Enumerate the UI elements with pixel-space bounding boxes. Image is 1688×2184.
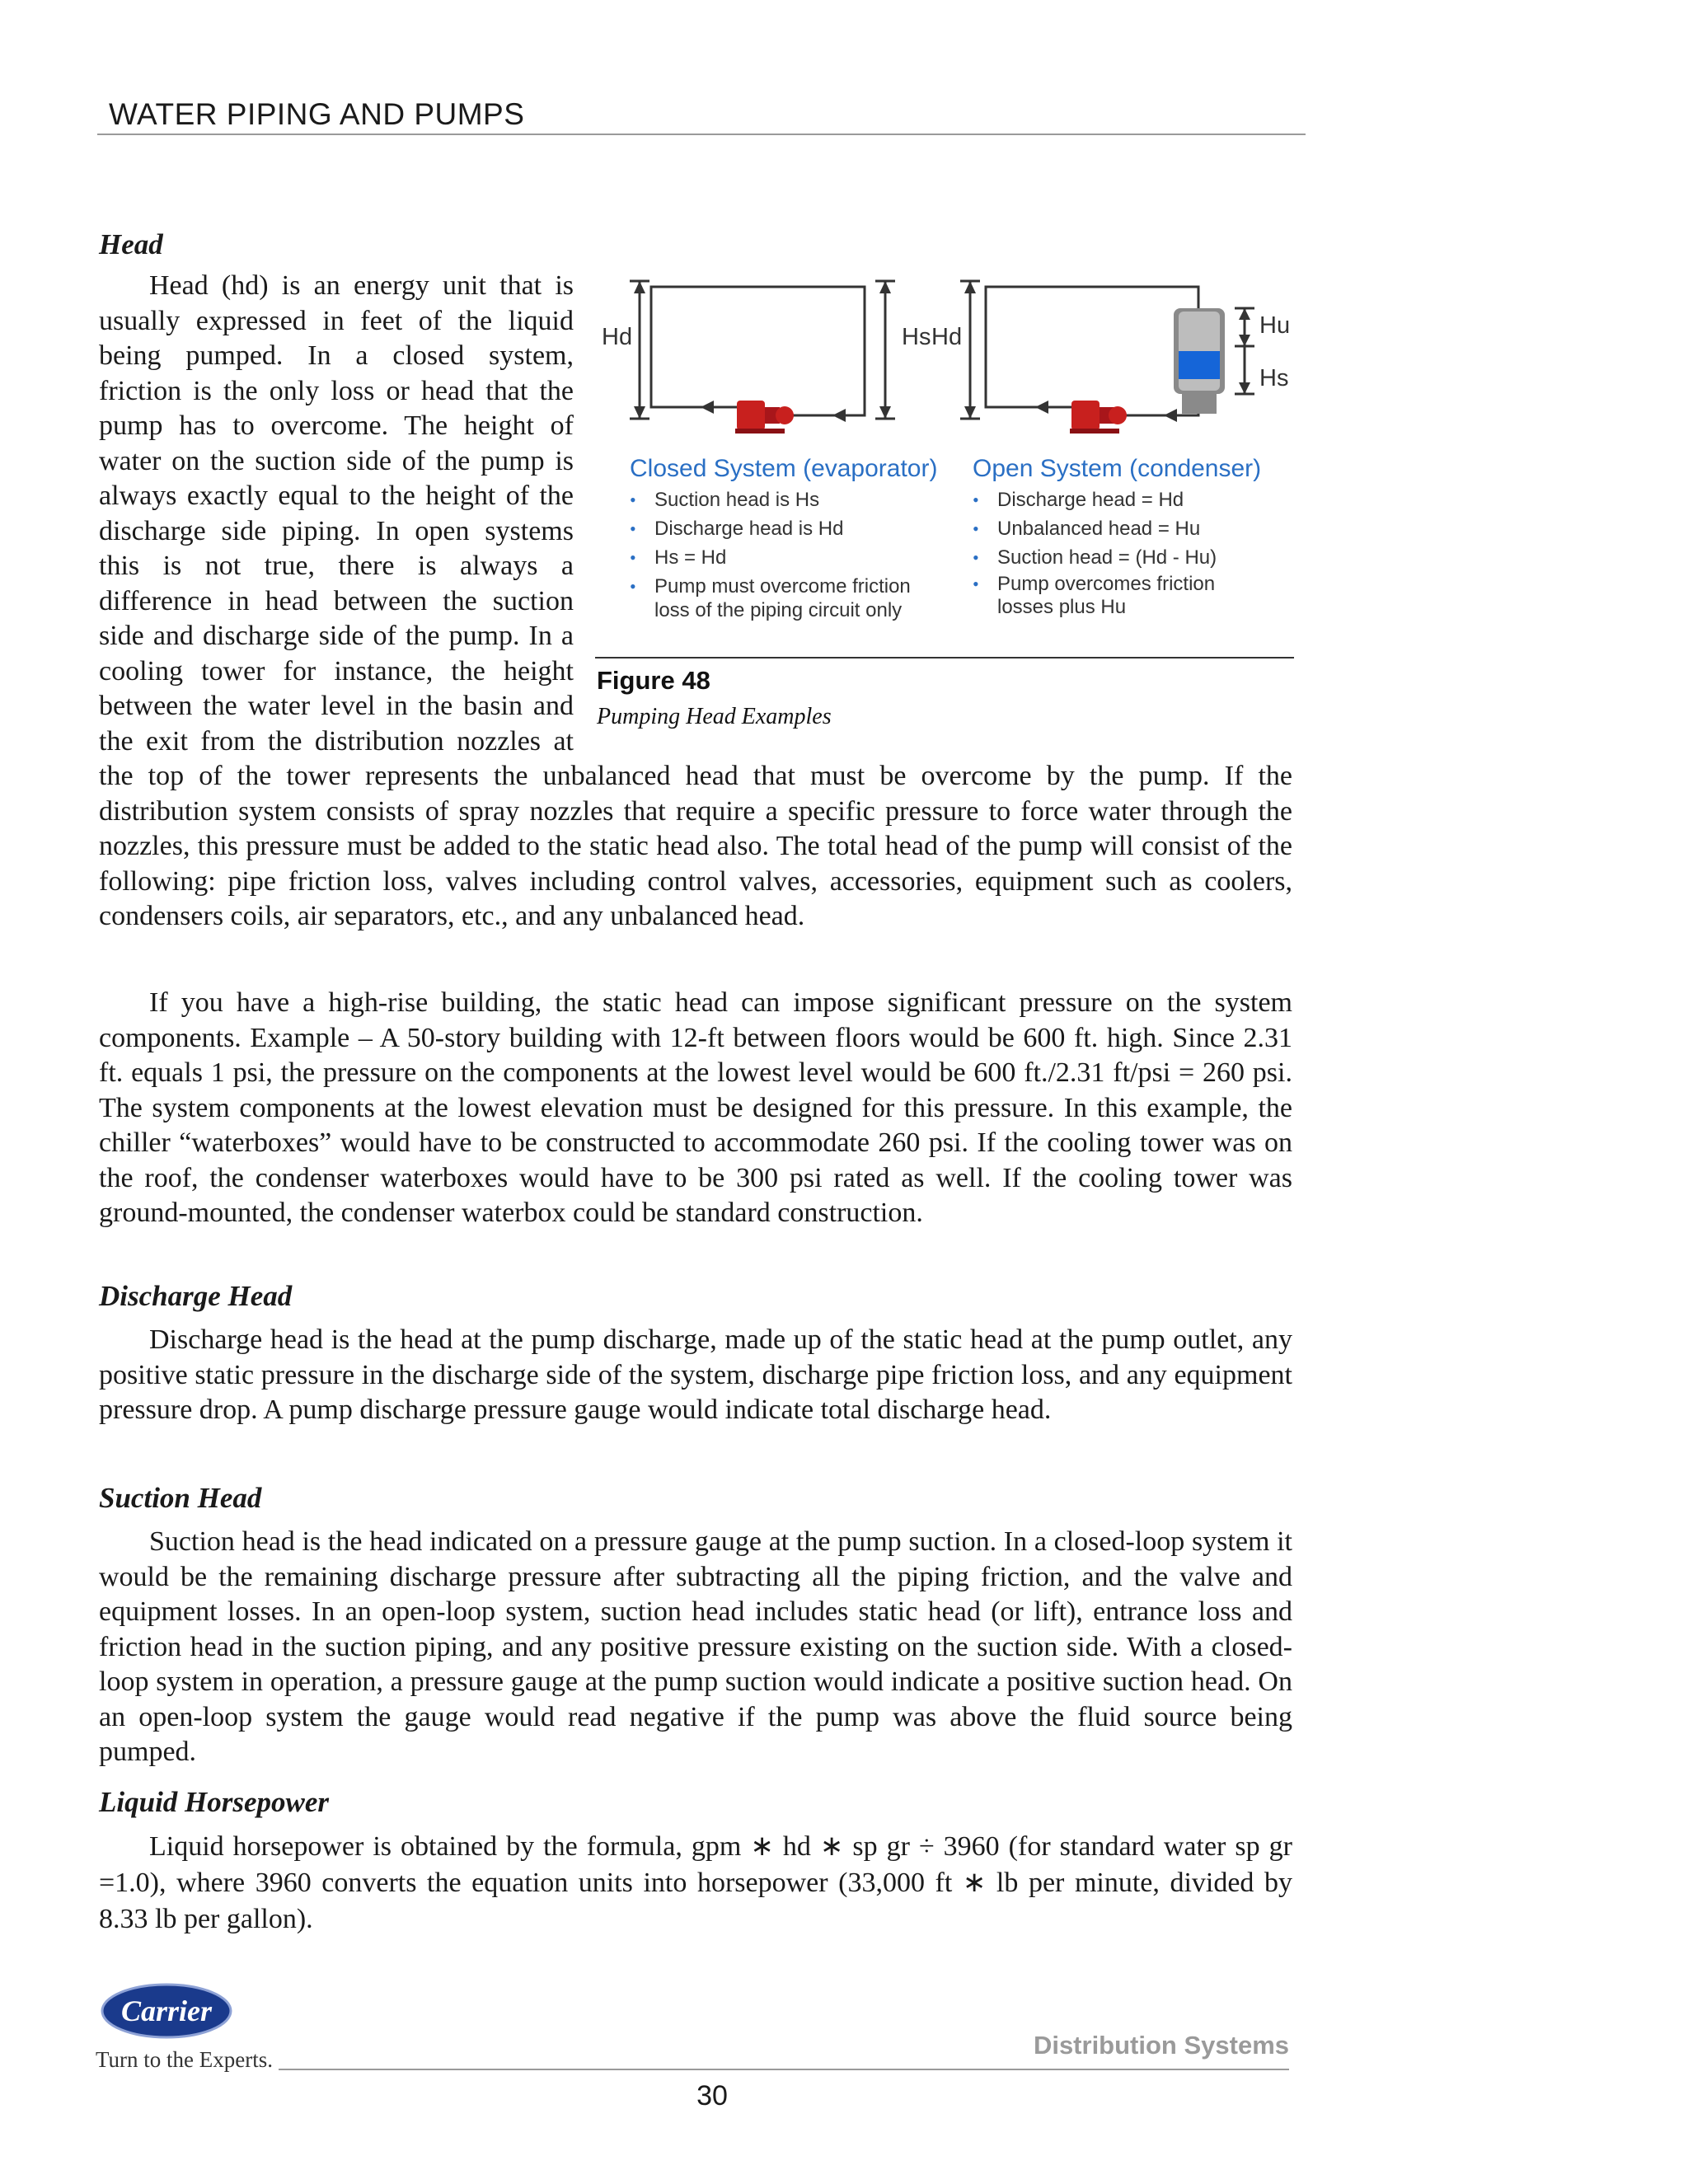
open-hs-label: Hs [1259, 365, 1289, 391]
closed-bullet-4-cont: loss of the piping circuit only [654, 599, 903, 621]
closed-system-title: Closed System (evaporator) [630, 455, 938, 482]
svg-text:•: • [630, 490, 636, 510]
liquid-horsepower-paragraph: Liquid horsepower is obtained by the formula, gpm ∗ hd ∗ sp gr ÷ 3960 (for standard water sp gr =1.0), where 3960 converts the equation units into horsepower (33,000 ft ∗ lb per minute, divided by 8.33 lb per gallon). [99, 1831, 1292, 1934]
open-system-diagram [931, 281, 1290, 618]
closed-pump-icon [735, 401, 794, 434]
closed-bullet-1: Suction head is Hs [654, 489, 820, 511]
open-pump-icon [1070, 401, 1127, 434]
logo-wordmark: Carrier [120, 1994, 213, 2027]
svg-text:•: • [630, 576, 636, 597]
running-header: WATER PIPING AND PUMPS [97, 97, 1306, 135]
closed-system-diagram [602, 281, 937, 621]
section-title-head: Head [99, 228, 163, 260]
closed-bullet-3: Hs = Hd [654, 546, 727, 569]
closed-hs-label: Hs [902, 324, 931, 350]
open-system-title: Open System (condenser) [973, 455, 1262, 482]
open-bullet-4: Pump overcomes friction [997, 573, 1216, 595]
open-hd-label: Hd [931, 324, 963, 350]
closed-bullet-2: Discharge head is Hd [654, 518, 844, 540]
open-bullet-3: Suction head = (Hd - Hu) [997, 546, 1217, 569]
figure-number: Figure 48 [597, 666, 710, 695]
open-bullet-2: Unbalanced head = Hu [997, 518, 1201, 540]
head-paragraph-2: If you have a high-rise building, the static head can impose significant pressure on the system components. Example – A 50-story building with 12-ft between floors would be 600 ft. high. Since 2.31 ft. equals 1 psi, the pressure on the components at the lowest level would be 600 ft./2.31 ft/psi = 260 psi. The system components at the lowest elevation must be designed for this pressure. In this example, the chiller “waterboxes” would have to be constructed to accommodate 260 psi. If the cooling tower was on the roof, the condenser waterboxes would have to be 300 psi rated as well. If the cooling tower was ground-mounted, the condenser waterbox could be standard construction. [99, 987, 1292, 1228]
section-title-discharge-head: Discharge Head [99, 1280, 293, 1312]
svg-text:•: • [973, 518, 979, 539]
footer-rule [279, 2069, 1289, 2070]
svg-text:•: • [630, 547, 636, 568]
section-title-suction-head: Suction Head [99, 1482, 262, 1514]
svg-text:•: • [973, 490, 979, 510]
head-section-body [99, 269, 1292, 935]
svg-text:•: • [630, 518, 636, 539]
svg-text:•: • [973, 547, 979, 568]
closed-hd-label: Hd [602, 324, 633, 350]
figure-48 [595, 269, 1294, 753]
pumping-head-diagram [595, 269, 1294, 753]
open-hu-label: Hu [1259, 312, 1291, 339]
suction-head-paragraph: Suction head is the head indicated on a pressure gauge at the pump suction. In a closed-loop system it would be the remaining discharge pressure after subtracting all the piping friction, and the valve and equipment losses. In an open-loop system, suction head includes static head (or lift), entrance loss and friction head in the suction piping, and any positive pressure existing on the suction side. With a closed-loop system in operation, a pressure gauge at the pump suction would indicate a positive suction head. On an open-loop system the gauge would read negative if the pump was above the fluid source being pumped. [99, 1526, 1292, 1767]
logo-tagline: Turn to the Experts. [96, 2047, 273, 2072]
svg-text:•: • [973, 574, 979, 594]
open-bullet-1: Discharge head = Hd [997, 489, 1184, 511]
closed-bullet-4: Pump must overcome friction [654, 575, 911, 598]
footer-section-title: Distribution Systems [1033, 2031, 1289, 2060]
section-title-liquid-horsepower: Liquid Horsepower [99, 1786, 330, 1818]
discharge-head-paragraph: Discharge head is the head at the pump discharge, made up of the static head at the pump outlet, any positive static pressure in the discharge side of the system, discharge pipe friction loss, and any equipment pressure drop. A pump discharge pressure gauge would indicate total discharge head. [99, 1324, 1292, 1425]
page-number: 30 [696, 2080, 728, 2111]
open-tank-icon [1174, 308, 1225, 414]
open-bullet-4-cont: losses plus Hu [997, 596, 1127, 618]
figure-caption: Pumping Head Examples [597, 704, 832, 729]
head-paragraph-1: Head (hd) is an energy unit that is usually expressed in feet of the liquid being pumped. In a closed system, friction is the only loss or head that the pump has to overcome. The height of water on the suction side of the pump is always exactly equal to the height of the discharge side piping. In open systems this is not true, there is always a difference in head between the suction side and discharge side of the pump. In a cooling tower for instance, the height between the water level in the basin and the exit from the distribution nozzles at the top of the tower represents the unbalanced head that must be overcome by the pump. If the distribution system consists of spray nozzles that require a specific pressure to force water through the nozzles, this pressure must be added to the static head also. The total head of the pump will consist of the following: pipe friction loss, valves including control valves, accessories, equipment such as coolers, condensers coils, air separators, etc., and any unbalanced head. [99, 270, 1292, 931]
